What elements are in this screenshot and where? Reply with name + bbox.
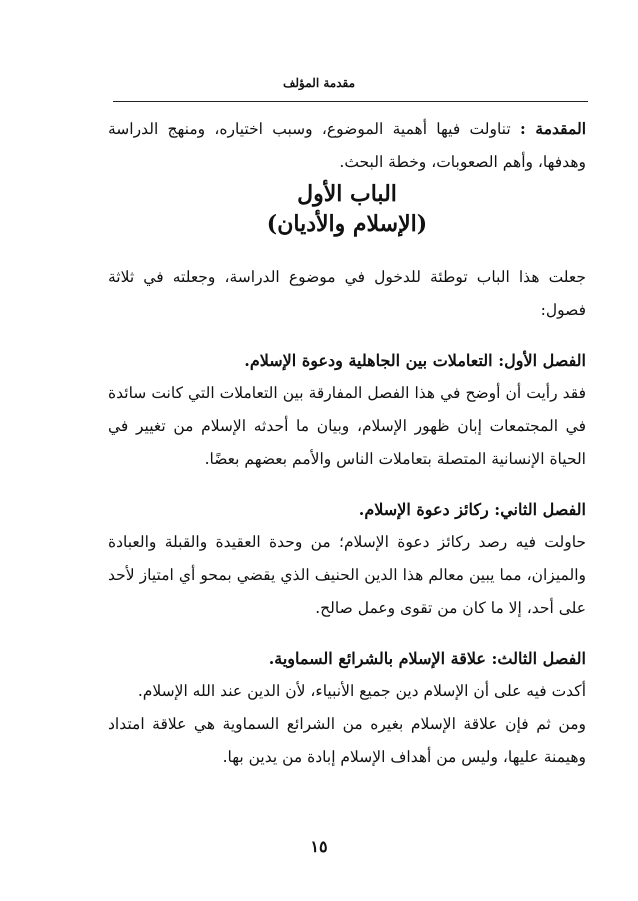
- chapter-1-heading: الفصل الأول: التعاملات بين الجاهلية ودعوة الإسلام.: [244, 351, 586, 370]
- running-header: مقدمة المؤلف: [282, 76, 356, 90]
- intro-paragraph: [108, 112, 586, 179]
- chapter-3-body-2: ومن ثم فإن علاقة الإسلام بغيره من الشرائع السماوية هي علاقة امتداد وهيمنة عليها، وليس من أهداف الإسلام إبادة من يدين بها.: [108, 715, 586, 766]
- chapter-2-body: حاولت فيه رصد ركائز دعوة الإسلام؛ من وحدة العقيدة والقبلة والعبادة والميزان، مما يبين معالم هذا الدين الحنيف الذي يقضي بمحو أي امتياز لأحد على أحد، إلا ما كان من تقوى وعمل صالح.: [108, 533, 586, 617]
- chapter-1-body: فقد رأيت أن أوضح في هذا الفصل المفارقة بين التعاملات التي كانت سائدة في المجتمعات إبان ظهور الإسلام، وبيان ما أحدثه الإسلام من تغيير في الحياة الإنسانية المتصلة بتعاملات الناس والأمم بعضهم بعضًا.: [108, 384, 586, 468]
- chapter-2-heading: الفصل الثاني: ركائز دعوة الإسلام.: [358, 500, 586, 519]
- chapter-3-heading: الفصل الثالث: علاقة الإسلام بالشرائع السماوية.: [268, 649, 586, 668]
- chapter-3-body-1: أكدت فيه على أن الإسلام دين جميع الأنبياء، لأن الدين عند الله الإسلام.: [137, 682, 586, 700]
- header-rule: [113, 101, 588, 102]
- intro-label: المقدمة :: [519, 119, 586, 138]
- part-intro: جعلت هذا الباب توطئة للدخول في موضوع الدراسة، وجعلته في ثلاثة فصول:: [108, 268, 586, 319]
- intro-text: تناولت فيها أهمية الموضوع، وسبب اختياره، ومنهج الدراسة وهدفها، وأهم الصعوبات، وخطة البحث.: [108, 120, 586, 171]
- part-title: الباب الأول: [297, 181, 397, 207]
- page-content: [108, 112, 586, 774]
- part-subtitle: (الإسلام والأديان): [266, 211, 428, 237]
- page-number: ١٥: [310, 837, 328, 856]
